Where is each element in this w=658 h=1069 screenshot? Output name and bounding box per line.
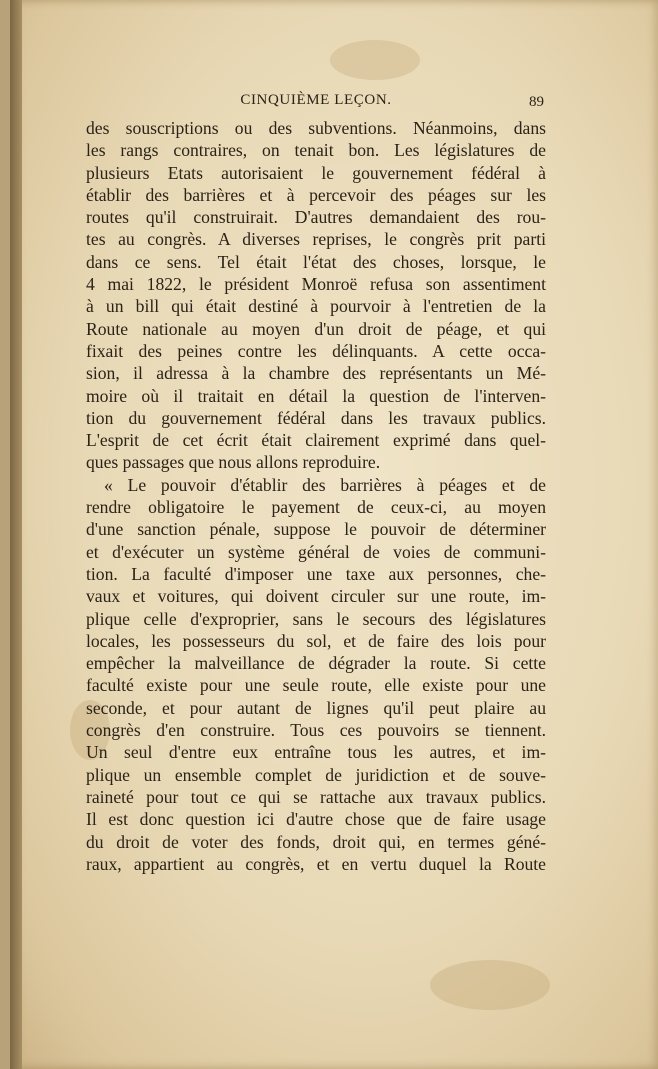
text-line: fixait des peines contre les délinquants. A cette occa- [86,340,546,361]
body-text [86,117,546,875]
text-line: tion. La faculté d'imposer une taxe aux personnes, che- [86,563,546,584]
text-line: 4 mai 1822, le président Monroë refusa son assentiment [86,274,546,295]
text-line: des souscriptions ou des subventions. Néanmoins, dans [86,118,546,138]
text-line: sion, il adressa à la chambre des représentants un Mé- [86,363,546,384]
paper-stain [330,40,420,80]
text-line: Il est donc question ici d'autre chose que de faire usage [86,809,546,830]
page-header [86,90,546,116]
text-line: rendre obligatoire le payement de ceux-ci, au moyen [86,497,546,518]
text-line: tion du gouvernement fédéral dans les travaux publics. [86,407,546,428]
text-line: d'une sanction pénale, suppose le pouvoir de déterminer [86,519,546,540]
text-line: faculté existe pour une seule route, elle existe pour une [86,675,546,696]
text-line: « Le pouvoir d'établir des barrières à péages et de [104,474,546,495]
text-line: raineté pour tout ce qui se rattache aux travaux publics. [86,786,546,807]
text-line: plusieurs Etats autorisaient le gouvernement fédéral à [86,162,546,183]
text-line: tes au congrès. A diverses reprises, le congrès prit parti [86,229,546,250]
text-line: L'esprit de cet écrit était clairement exprimé dans quel- [86,430,546,451]
text-line: raux, appartient au congrès, et en vertu duquel la Route [86,853,546,874]
text-line: à un bill qui était destiné à pourvoir à l'entretien de la [86,296,546,317]
text-line: Route nationale au moyen d'un droit de péage, et qui [86,318,546,339]
paper-stain [430,960,550,1010]
text-line: seconde, et pour autant de lignes qu'il peut plaire au [86,697,546,718]
text-line: locales, les possesseurs du sol, et de faire des lois pour [86,630,546,651]
text-line: vaux et voitures, qui doivent circuler sur une route, im- [86,586,546,607]
page-number: 89 [529,94,544,110]
text-line: ques passages que nous allons reproduire. [86,452,381,473]
running-head: CINQUIÈME LEÇON. [240,92,392,108]
text-line: établir des barrières et à percevoir des péages sur les [86,184,546,205]
text-line: du droit de voter des fonds, droit qui, en termes géné- [86,831,546,852]
text-line: plique celle d'exproprier, sans le secours des législatures [86,608,546,629]
text-line: et d'exécuter un système général de voies de communi- [86,541,546,562]
page-gutter [10,0,22,1069]
text-line: dans ce sens. Tel était l'état des choses, lorsque, le [86,251,546,272]
text-line: plique un ensemble complet de juridiction et de souve- [86,764,546,785]
text-line: Un seul d'entre eux entraîne tous les autres, et im- [86,742,546,763]
text-line: routes qu'il construirait. D'autres demandaient des rou- [86,207,546,228]
text-line: moire où il traitait en détail la question de l'interven- [86,385,546,406]
text-line: empêcher la malveillance de dégrader la route. Si cette [86,653,546,674]
text-line: congrès d'en construire. Tous ces pouvoirs se tiennent. [86,720,546,741]
text-line: les rangs contraires, on tenait bon. Les législatures de [86,140,546,161]
